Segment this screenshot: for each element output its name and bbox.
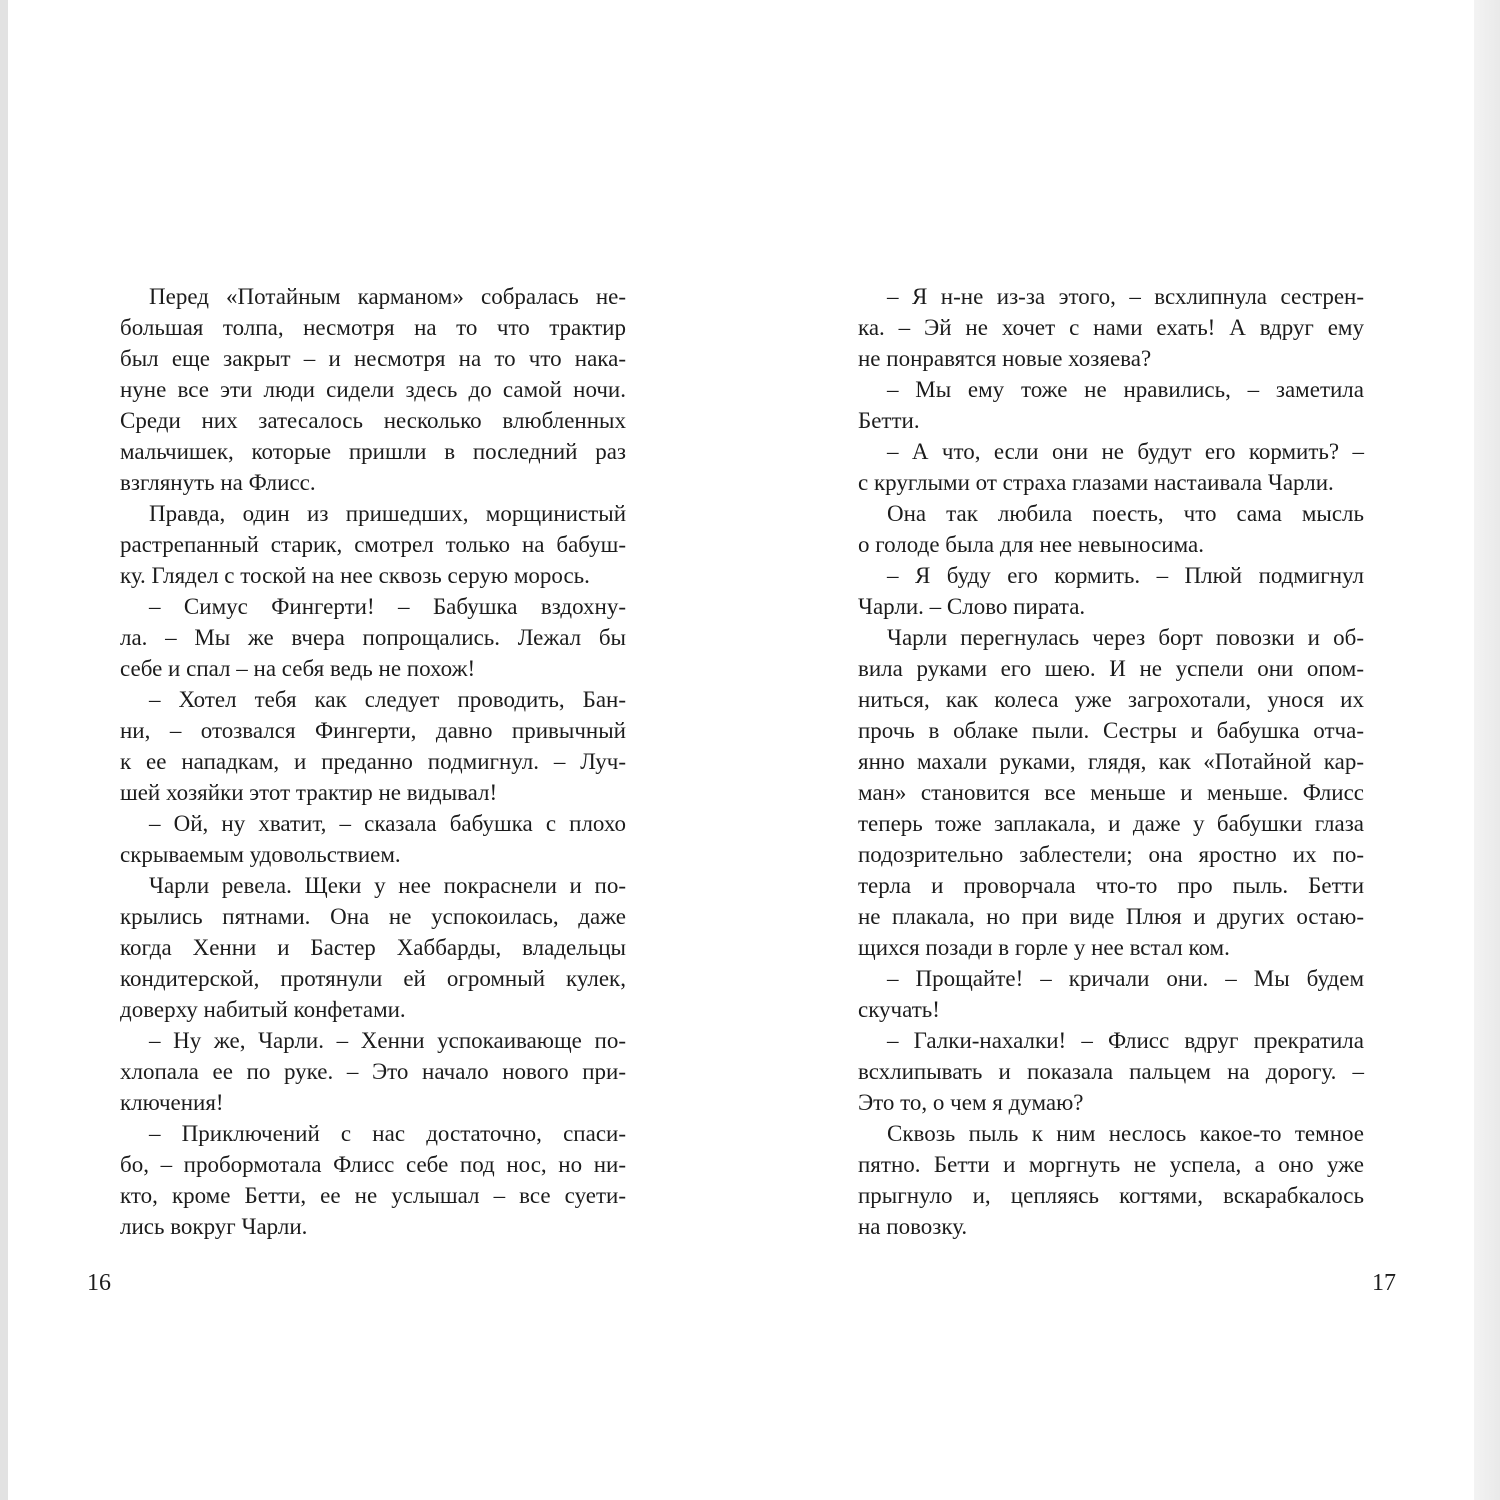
text-line: терла и проворчала что-то про пыль. Бетти: [858, 873, 1364, 898]
text-line: – Приключений с нас достаточно, спаси-: [149, 1121, 626, 1146]
text-line: бо, – пробормотала Флисс себе под нос, но ни-: [120, 1152, 626, 1177]
text-line: не плакала, но при виде Плюя и других остаю-: [858, 904, 1364, 929]
text-line: – Ну же, Чарли. – Хенни успокаивающе по-: [149, 1028, 626, 1053]
text-line: ман» становится все меньше и меньше. Флисс: [858, 780, 1364, 805]
text-line: – Я н-не из-за этого, – всхлипнула сестрен-: [887, 284, 1364, 309]
page-number-left: 16: [87, 1270, 111, 1296]
text-line: подозрительно заблестели; она яростно их по-: [858, 842, 1364, 867]
text-line: – Галки-нахалки! – Флисс вдруг прекратила: [887, 1028, 1364, 1053]
text-line: – Ой, ну хватит, – сказала бабушка с плохо: [149, 811, 626, 836]
text-line: Среди них затесалось несколько влюбленных: [120, 408, 626, 433]
right-page-text: [858, 281, 1364, 1242]
text-line: прыгнуло и, цепляясь когтями, вскарабкалось: [858, 1183, 1364, 1208]
text-line: Чарли. – Слово пирата.: [858, 594, 1086, 619]
text-line: щихся позади в горле у нее встал ком.: [858, 935, 1230, 960]
text-line: – Симус Фингерти! – Бабушка вздохну-: [149, 594, 626, 619]
text-line: Чарли ревела. Щеки у нее покраснели и по-: [149, 873, 626, 898]
text-line: пятно. Бетти и моргнуть не успела, а оно уже: [858, 1152, 1364, 1177]
text-line: скрываемым удовольствием.: [120, 842, 401, 867]
text-line: большая толпа, несмотря на то что трактир: [120, 315, 626, 340]
text-line: Сквозь пыль к ним неслось какое-то темное: [887, 1121, 1364, 1146]
left-page-edge: [0, 0, 8, 1500]
text-line: – Прощайте! – кричали они. – Мы будем: [887, 966, 1364, 991]
page-number-right: 17: [1372, 1270, 1396, 1296]
text-line: ла. – Мы же вчера попрощались. Лежал бы: [120, 625, 626, 650]
text-line: ку. Глядел с тоской на нее сквозь серую морось.: [120, 563, 590, 588]
text-line: всхлипывать и показала пальцем на дорогу. –: [858, 1059, 1364, 1084]
text-line: на повозку.: [858, 1214, 968, 1239]
left-page-text: [120, 281, 626, 1242]
text-line: крылись пятнами. Она не успокоилась, даже: [120, 904, 626, 929]
text-line: – Я буду его кормить. – Плюй подмигнул: [887, 563, 1364, 588]
text-line: ключения!: [120, 1090, 224, 1115]
text-line: – А что, если они не будут его кормить? –: [887, 439, 1364, 464]
text-line: кондитерской, протянули ей огромный кулек,: [120, 966, 626, 991]
text-line: нуне все эти люди сидели здесь до самой ночи.: [120, 377, 626, 402]
text-line: о голоде была для нее невыносима.: [858, 532, 1204, 557]
text-line: был еще закрыт – и несмотря на то что нака-: [120, 346, 626, 371]
text-line: доверху набитый конфетами.: [120, 997, 406, 1022]
text-line: хлопала ее по руке. – Это начало нового при-: [120, 1059, 626, 1084]
right-page-edge: [1474, 0, 1500, 1500]
text-line: Бетти.: [858, 408, 920, 433]
text-line: взглянуть на Флисс.: [120, 470, 316, 495]
text-line: – Хотел тебя как следует проводить, Бан-: [149, 687, 626, 712]
text-line: к ее нападкам, и преданно подмигнул. – Луч-: [120, 749, 626, 774]
text-line: лись вокруг Чарли.: [120, 1214, 308, 1239]
text-line: когда Хенни и Бастер Хаббарды, владельцы: [120, 935, 626, 960]
text-line: с круглыми от страха глазами настаивала Чарли.: [858, 470, 1334, 495]
text-line: мальчишек, которые пришли в последний раз: [120, 439, 626, 464]
text-line: ни, – отозвался Фингерти, давно привычный: [120, 718, 626, 743]
text-line: ка. – Эй не хочет с нами ехать! А вдруг ему: [858, 315, 1364, 340]
text-line: Она так любила поесть, что сама мысль: [887, 501, 1364, 526]
text-line: прочь в облаке пыли. Сестры и бабушка отча-: [858, 718, 1364, 743]
text-line: себе и спал – на себя ведь не похож!: [120, 656, 476, 681]
text-line: Правда, один из пришедших, морщинистый: [149, 501, 626, 526]
text-line: Это то, о чем я думаю?: [858, 1090, 1084, 1115]
text-line: – Мы ему тоже не нравились, – заметила: [887, 377, 1364, 402]
text-line: кто, кроме Бетти, ее не услышал – все суети-: [120, 1183, 626, 1208]
text-line: янно махали руками, глядя, как «Потайной кар-: [858, 749, 1364, 774]
text-line: вила руками его шею. И не успели они опом-: [858, 656, 1364, 681]
text-line: растрепанный старик, смотрел только на бабуш-: [120, 532, 626, 557]
text-line: Перед «Потайным карманом» собралась не-: [149, 284, 626, 309]
text-line: Чарли перегнулась через борт повозки и об-: [887, 625, 1364, 650]
text-line: не понравятся новые хозяева?: [858, 346, 1152, 371]
text-line: шей хозяйки этот трактир не видывал!: [120, 780, 498, 805]
text-line: скучать!: [858, 997, 940, 1022]
text-line: ниться, как колеса уже загрохотали, унося их: [858, 687, 1364, 712]
text-line: теперь тоже заплакала, и даже у бабушки глаза: [858, 811, 1364, 836]
